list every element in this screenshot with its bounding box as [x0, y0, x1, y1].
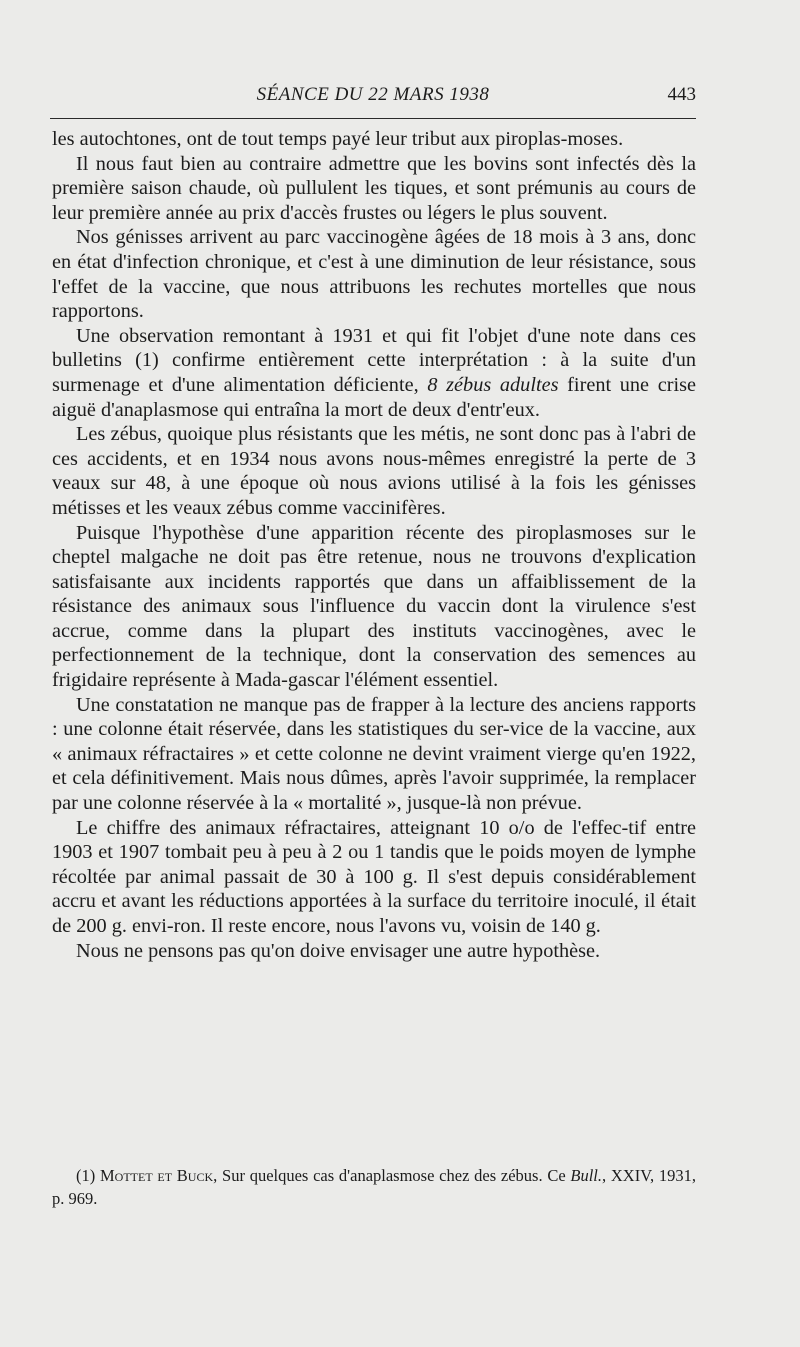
footnote: [52, 1164, 696, 1210]
footnote-authors: Mottet et Buck: [100, 1166, 214, 1185]
paragraph: Nos génisses arrivent au parc vaccinogène âgées de 18 mois à 3 ans, donc en état d'infection chronique, et c'est à une diminution de leur résistance, sous l'effet de la vaccine, que nous attribuons les rechutes mortelles que nous rapportons.: [52, 226, 696, 323]
page-number: 443: [667, 84, 696, 105]
body-text: [52, 127, 696, 963]
paragraph: Il nous faut bien au contraire admettre que les bovins sont infectés dès la première saison chaude, où pullulent les tiques, et sont prémunis au cours de leur première année au prix d'accès frustes ou légers le plus souvent.: [52, 152, 696, 224]
paragraph: Le chiffre des animaux réfractaires, atteignant 10 o/o de l'effec-tif entre 1903 et 1907 tombait peu à peu à 2 ou 1 tandis que le poids moyen de lymphe récoltée par animal passait de 30 à 100 g. Il s'est depuis considérablement accru et avant les réductions apportées à la surface du territoire inoculé, il était de 200 g. envi-ron. Il reste encore, nous l'avons vu, voisin de 140 g.: [52, 816, 696, 937]
paragraph-text: Une observation remontant à 1931 et qui fit l'objet d'une note dans ces bulletins (1) confirme entièrement cette interprétation : à la suite d'un surmenage et d'une alimentation déficiente,: [52, 324, 696, 396]
footnote-ref: , XXIV, 1931, p. 969.: [52, 1166, 696, 1208]
footnote-marker: (1): [76, 1166, 96, 1185]
paragraph: Nous ne pensons pas qu'on doive envisager une autre hypothèse.: [76, 939, 601, 962]
footnote-journal: Bull.: [570, 1166, 603, 1185]
paragraph: Les zébus, quoique plus résistants que les métis, ne sont donc pas à l'abri de ces accidents, et en 1934 nous avons nous-mêmes enregistré la perte de 3 veaux sur 48, à une époque où nous avions utilisé à la fois les génisses métisses et les veaux zébus comme vaccinifères.: [52, 423, 696, 519]
paragraph-text: firent une crise aiguë d'anaplasmose qui entraîna la mort de deux d'entr'eux.: [52, 373, 697, 421]
footnote-text: , Sur quelques cas d'anaplasmose chez des zébus. Ce: [213, 1166, 571, 1185]
paragraph: Puisque l'hypothèse d'une apparition récente des piroplasmoses sur le cheptel malgache ne doit pas être retenue, nous ne trouvons d'explication satisfaisante aux incidents rapportés que dans un affaiblissement de la résistance des animaux sous l'influence du vaccin dont la virulence s'est accrue, comme dans la plupart des instituts vaccinogènes, avec le perfectionnement de la technique, dont la conservation des semences au frigidaire représente à Mada-gascar l'élément essentiel.: [52, 521, 696, 692]
paragraph: Une constatation ne manque pas de frapper à la lecture des anciens rapports : une colonne était réservée, dans les statistiques du ser-vice de la vaccine, aux « animaux réfractaires » et cette colonne ne devint vraiment vierge qu'en 1922, et cela définitivement. Mais nous dûmes, après l'avoir supprimée, la remplacer par une colonne réservée à la « mortalité », jusque-là non prévue.: [52, 693, 696, 815]
page-header: [50, 84, 696, 108]
running-head: SÉANCE DU 22 MARS 1938: [256, 84, 490, 105]
header-rule: [50, 118, 696, 119]
italic-text: 8 zébus adultes: [427, 373, 559, 396]
paragraph: les autochtones, ont de tout temps payé leur tribut aux piroplas-moses.: [52, 128, 624, 150]
paragraph: [52, 324, 696, 422]
